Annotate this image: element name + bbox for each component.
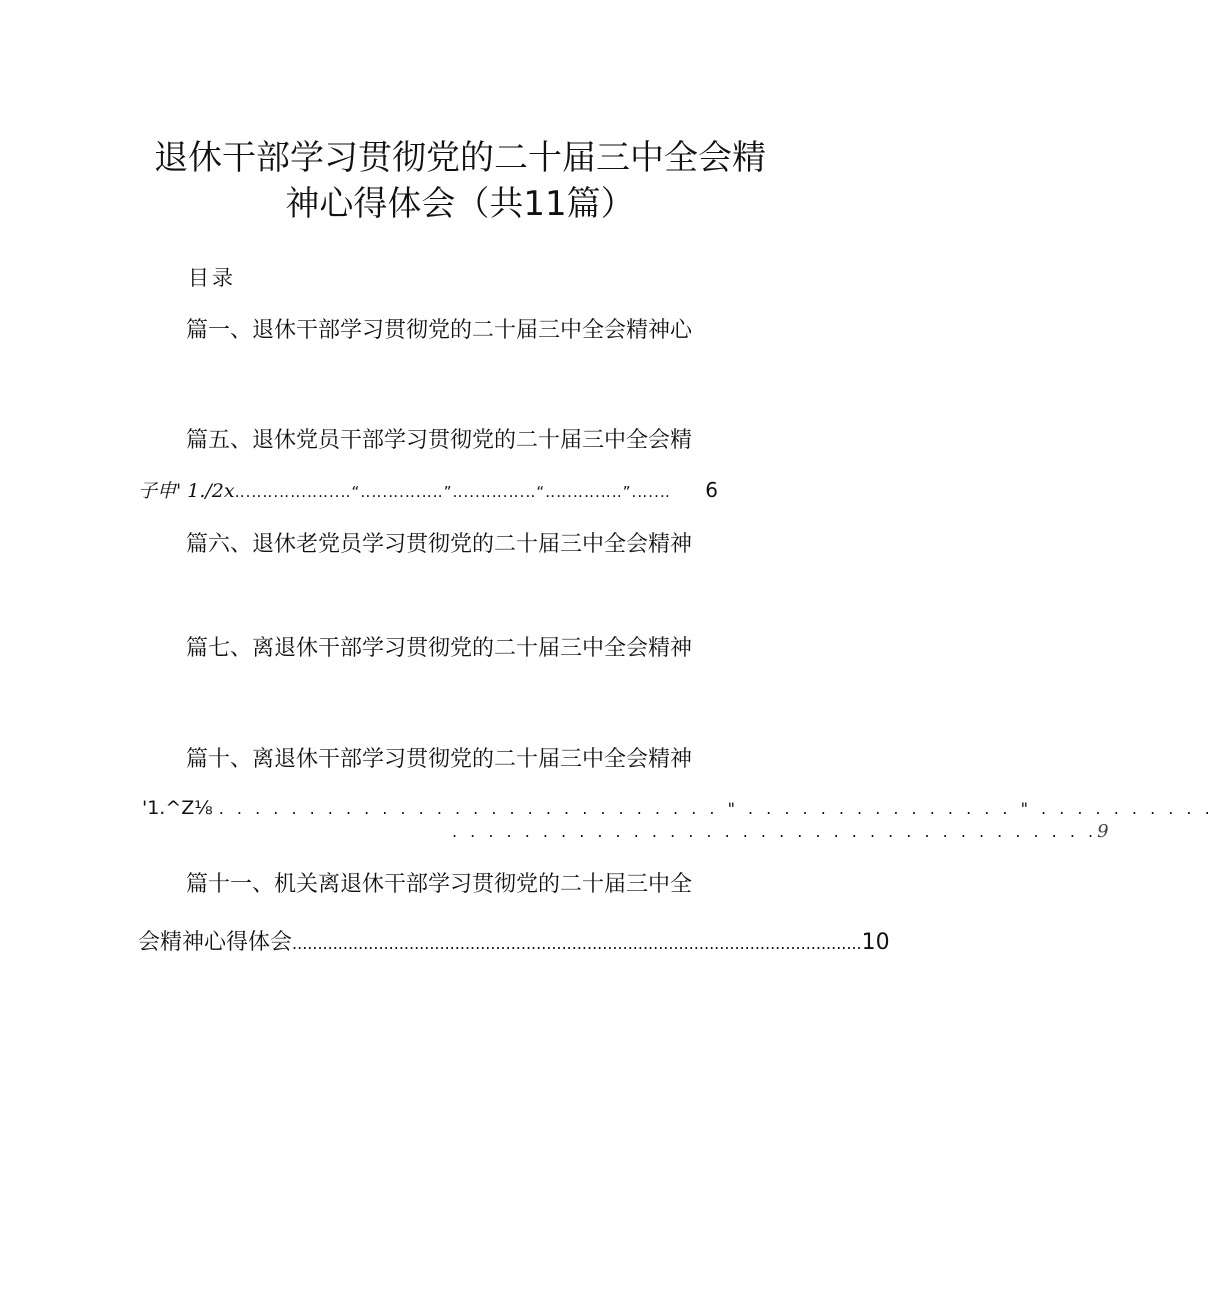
toc-entry-1[interactable]: 篇一、退休干部学习贯彻党的二十届三中全会精神心 — [186, 318, 693, 343]
toc-entry-7[interactable]: 篇七、离退休干部学习贯彻党的二十届三中全会精神 — [186, 636, 693, 661]
document-title-line-2: 神心得体会（共11篇） — [285, 184, 635, 224]
toc-entry-11-continuation-text: 会精神心得体会 — [138, 930, 293, 955]
toc-entry-5-leader: ‥.‥‥.‥‥.‥‥..‥“‥‥.‥.‥.‥‥”‥...‥‥.‥.‥“‥‥.‥‥.‥‥”.‥..‥ — [234, 483, 671, 501]
toc-entry-10-page-number: 9 — [1097, 821, 1109, 842]
toc-entry-11[interactable]: 篇十一、机关离退休干部学习贯彻党的二十届三中全 — [186, 872, 693, 897]
toc-entry-11-leader: ................................................................................................................ — [292, 934, 862, 953]
toc-entry-10-leader-2: . . . . . . . . . . . . . . . . . . . . . . . . . . . . . . . . . . . . — [452, 822, 1098, 841]
toc-entry-6[interactable]: 篇六、退休老党员学习贯彻党的二十届三中全会精神 — [186, 532, 693, 557]
toc-entry-10-continuation[interactable] — [142, 796, 1214, 821]
toc-entry-5-page-number: 6 — [705, 478, 718, 502]
toc-entry-10-continuation-text: '1.^Z⅛ — [142, 797, 213, 819]
toc-entry-10-leader: . . . . . . . . . . . . . . . . . . . . . . . . . . . . " . . . . . . . . . . . . . . . " . . . . . . . . . . — [218, 799, 1214, 818]
toc-label: 目录 — [188, 266, 236, 290]
toc-entry-10-continuation-2[interactable] — [452, 820, 1109, 844]
toc-entry-5-continuation-text: 子申' 1./2x — [138, 480, 235, 502]
toc-entry-5[interactable]: 篇五、退休党员干部学习贯彻党的二十届三中全会精 — [186, 428, 693, 453]
toc-entry-10[interactable]: 篇十、离退休干部学习贯彻党的二十届三中全会精神 — [186, 747, 693, 772]
toc-entry-11-page-number: 10 — [861, 930, 890, 955]
document-title-line-1: 退休干部学习贯彻党的二十届三中全会精 — [154, 138, 766, 178]
toc-entry-11-continuation[interactable] — [138, 928, 890, 959]
toc-entry-5-continuation[interactable] — [138, 478, 718, 504]
